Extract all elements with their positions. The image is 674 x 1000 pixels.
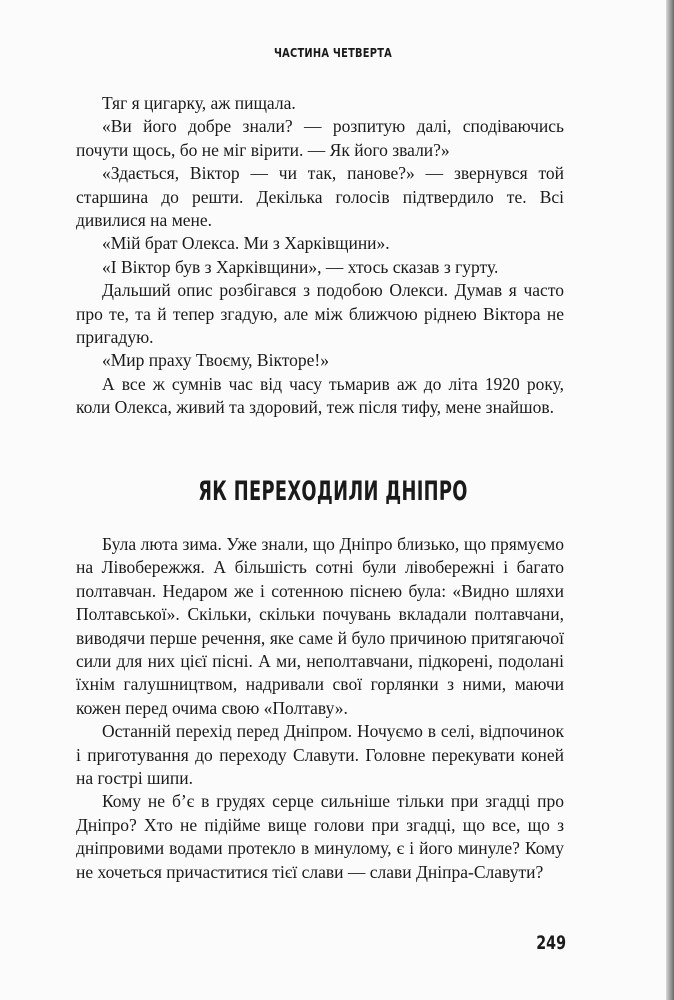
text-block-2 [76,533,564,884]
paragraph: Дальший опис розбігався з подобою Олекси. Думав я часто про те, та й тепер згадую, але між ближчою ріднею Віктора не пригадую. [76,280,564,348]
page-edge-shadow [666,0,674,1000]
paragraph: Кому не б’є в грудях серце сильніше тільки при згадці про Дніпро? Хто не підійме вище голови при згадці, що все, що з дніпровими водами протекло в минулому, є і його минуле? Кому не хочеться причаститися тієї слави — слави Дніпра-Славути? [76,791,564,882]
paragraph: «Мир праху Твоєму, Вікторе!» [102,350,330,371]
paragraph: А все ж сумнів час від часу тьмарив аж до літа 1920 року, коли Олекса, живий та здоровий, теж після тифу, мене знайшов. [76,373,564,418]
text-block-1 [76,92,564,420]
paragraph: Була люта зима. Уже знали, що Дніпро близько, що прямуємо на Лівобережжя. А більшість сотні були лівобережні і багато полтавчан. Недаром же і сотенною піснею була: «Видно шляхи Полтавської». Скільки, скільки почувань вкладали полтавчани, виводячи перше речення, яке саме й було причиною притягаючої сили для них цієї пісні. А ми, неполтавчани, підкорені, подолані їхнім галушництвом, надривали свої горлянки з ними, маючи кожен перед очима свою «Полтаву». [76,534,564,718]
paragraph: «Здається, Віктор — чи так, панове?» — звернувся той старшина до решти. Декілька голосів підтвердило те. Всі дивилися на мене. [76,163,564,231]
page-number: 249 [536,932,566,954]
paragraph: «І Віктор був з Харківщини», — хтось сказав з гурту. [102,256,499,277]
paragraph: «Ви його добре знали? — розпитую далі, сподіваючись почути щось, бо не міг вірити. — Як його звали?» [76,116,564,160]
paragraph: Тяг я цигарку, аж пищала. [102,93,296,113]
section-heading: ЯК ПЕРЕХОДИЛИ ДНІПРО [198,476,468,507]
running-head: ЧАСТИНА ЧЕТВЕРТА [273,46,393,60]
paragraph: «Мій брат Олекса. Ми з Харківщини». [102,233,390,254]
paragraph: Останній перехід перед Дніпром. Ночуємо в селі, відпочинок і приготування до переходу Славути. Головне перекувати коней на гострі шипи. [76,721,564,789]
